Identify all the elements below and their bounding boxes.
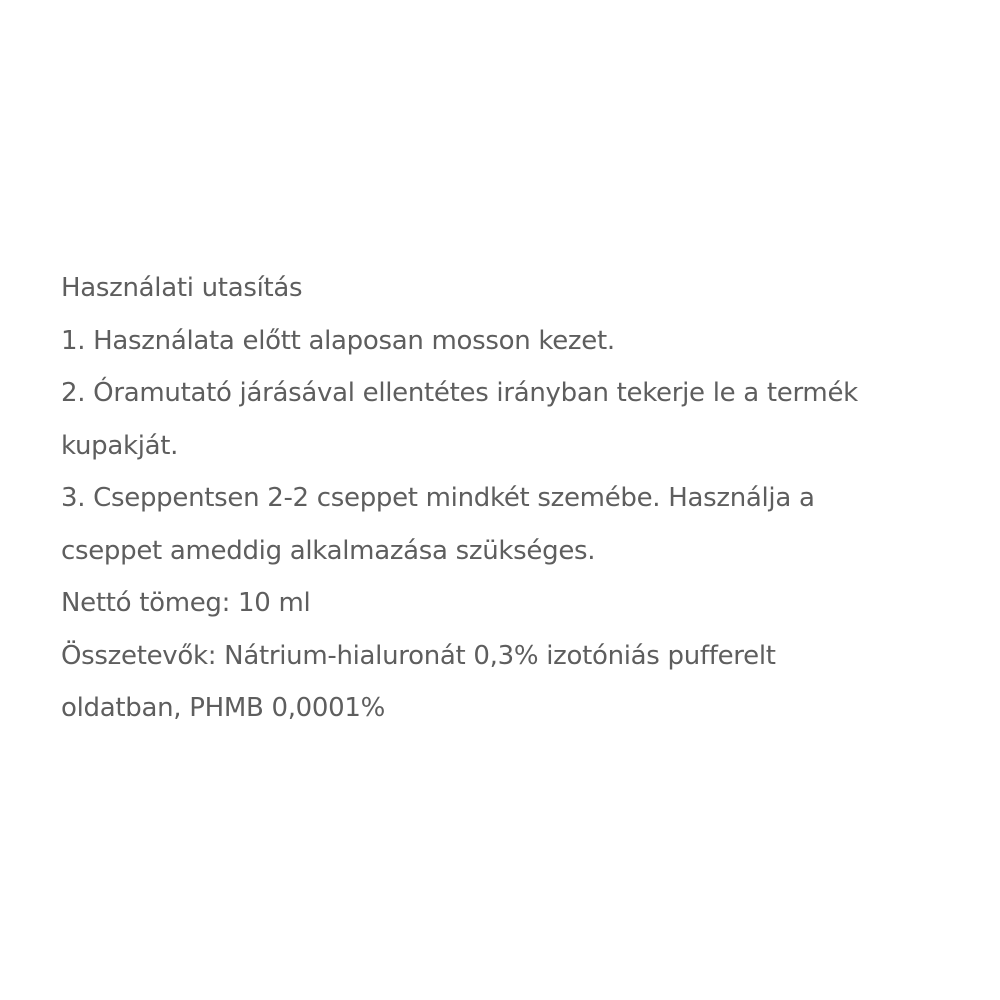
ingredients-line-2: oldatban, PHMB 0,0001% bbox=[61, 693, 386, 723]
instruction-step-3-continued: cseppet ameddig alkalmazása szükséges. bbox=[61, 535, 596, 566]
ingredients-line-1: Összetevők: Nátrium-hialuronát 0,3% izotóniás pufferelt bbox=[61, 640, 776, 671]
instruction-step-2-continued: kupakját. bbox=[61, 430, 179, 461]
instructions-heading: Használati utasítás bbox=[61, 273, 303, 303]
net-weight: Nettó tömeg: 10 ml bbox=[61, 588, 311, 618]
instructions-text-block bbox=[61, 262, 961, 735]
instruction-step-3: 3. Cseppentsen 2-2 cseppet mindkét szemébe. Használja a bbox=[61, 483, 815, 513]
instruction-step-2: 2. Óramutató járásával ellentétes irányban tekerje le a termék bbox=[61, 378, 858, 408]
instruction-step-1: 1. Használata előtt alaposan mosson kezet. bbox=[61, 325, 615, 356]
